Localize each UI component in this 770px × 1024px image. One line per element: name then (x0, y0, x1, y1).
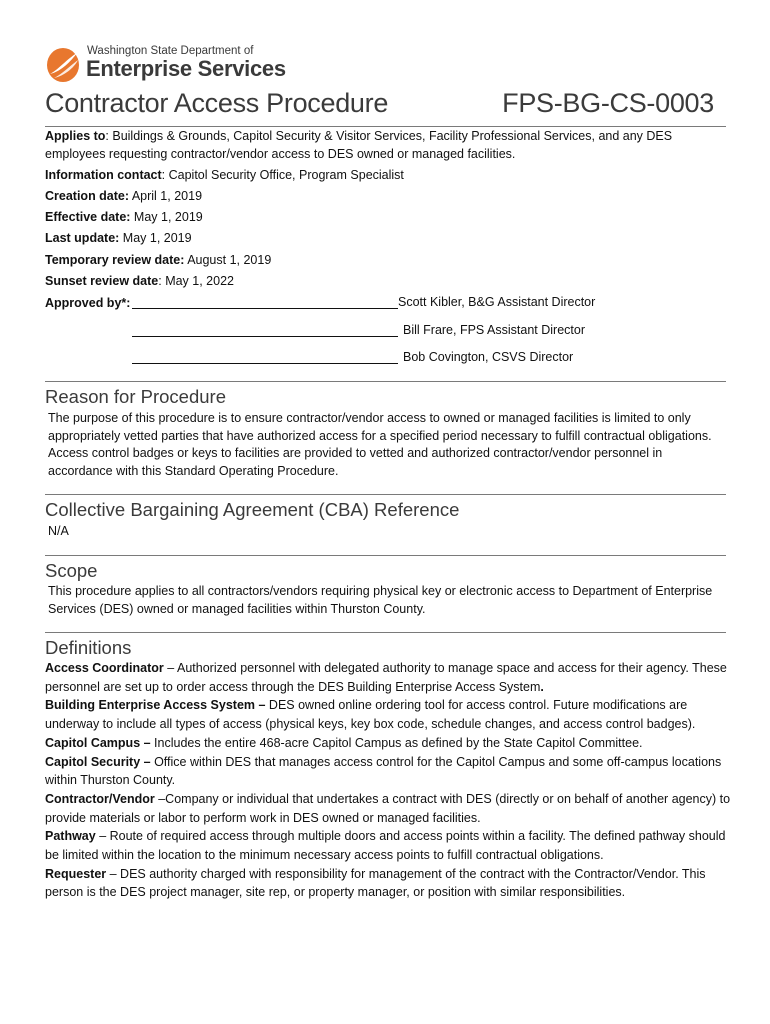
scope-heading: Scope (45, 560, 98, 581)
definition-text: DES owned online ordering tool for access control. Future modifications are underway to include all types of access (physical keys, key box code, schedule changes, and access control badges). (45, 698, 696, 732)
definition-text: –Company or individual that undertakes a contract with DES (directly or on behalf of another agency) to provide materials or labor to perform work in DES owned or managed facilities. (45, 791, 731, 825)
definition-text: Office within DES that manages access control for the Capitol Campus and some off-campus locations within Thurston County. (45, 754, 722, 788)
temporary-review-date (45, 251, 271, 269)
definition-term: Access Coordinator (45, 661, 164, 675)
last-update (45, 229, 192, 247)
signature-line (132, 336, 398, 337)
cba-body: N/A (48, 524, 69, 538)
definition-item (45, 696, 735, 733)
definition-item (45, 734, 735, 753)
definition-text: – Route of required access through multiple doors and access points within a facility. The defined pathway should be limited within the location to the minimum necessary access points to fulfill contractual obligations. (45, 829, 726, 863)
last-update-label: Last update: (45, 231, 120, 245)
creation-date-value: April 1, 2019 (129, 189, 203, 203)
definition-item (45, 659, 735, 696)
temporary-review-date-label: Temporary review date: (45, 253, 185, 267)
reason-body: The purpose of this procedure is to ensure contractor/vendor access to owned or managed facilities is limited to only appropriately vetted parties that have authorized access for a specified period necessary to fulfill contractual obligations. Access control badges or keys to facilities are provided to vetted and authorized contractor/vendor personnel in accordance with this Standard Operating Procedure. (48, 411, 712, 478)
definition-item (45, 827, 735, 864)
document-title: Contractor Access Procedure (45, 88, 389, 118)
information-contact-label: Information contact (45, 168, 162, 182)
section-divider (45, 494, 726, 495)
definition-term: Building Enterprise Access System – (45, 698, 266, 713)
definitions-heading: Definitions (45, 637, 132, 658)
information-contact-value: : Capitol Security Office, Program Specialist (161, 168, 404, 182)
definition-term: Capitol Security – (45, 754, 151, 769)
definition-text: – DES authority charged with responsibility for management of the contract with the Contractor/Vendor. This person is the DES project manager, site rep, or property manager, or position with similar responsibilities. (45, 866, 706, 900)
definition-term: Requester (45, 866, 107, 881)
section-divider (45, 381, 726, 382)
logo-main-text: Enterprise Services (86, 56, 286, 81)
des-logo (44, 44, 286, 84)
effective-date (45, 208, 203, 226)
effective-date-value: May 1, 2019 (130, 210, 203, 224)
effective-date-label: Effective date: (45, 210, 131, 224)
logo-top-text: Washington State Department of (87, 45, 254, 57)
cba-heading: Collective Bargaining Agreement (CBA) Reference (45, 499, 460, 520)
temporary-review-date-value: August 1, 2019 (184, 253, 272, 267)
definition-term: Contractor/Vendor (45, 791, 155, 806)
approved-by-label-text: Approved by*: (45, 296, 131, 310)
definition-term: Pathway (45, 829, 96, 844)
signature-line (132, 308, 398, 309)
document-number: FPS-BG-CS-0003 (502, 88, 714, 118)
des-logo-icon (44, 44, 84, 84)
approver-name: Scott Kibler, B&G Assistant Director (398, 295, 596, 309)
definition-item (45, 790, 735, 827)
reason-heading: Reason for Procedure (45, 386, 226, 407)
section-divider (45, 555, 726, 556)
last-update-value: May 1, 2019 (119, 231, 192, 245)
sunset-review-date (45, 272, 234, 290)
definition-item (45, 753, 735, 790)
definitions-list (45, 659, 735, 902)
section-divider (45, 632, 726, 633)
approver-name: Bob Covington, CSVS Director (403, 350, 574, 364)
approved-by-label (45, 294, 130, 312)
creation-date-label: Creation date: (45, 189, 130, 203)
definition-text: – Authorized personnel with delegated authority to manage space and access for their agency. These personnel are set up to order access through the DES Building Enterprise Access System (45, 661, 727, 694)
definition-term: Capitol Campus – (45, 735, 151, 750)
applies-to-label: Applies to (45, 129, 106, 143)
definition-text: Includes the entire 468-acre Capitol Campus as defined by the State Capitol Committee. (150, 735, 643, 750)
applies-to (45, 127, 695, 163)
approver-name: Bill Frare, FPS Assistant Director (403, 323, 585, 337)
signature-line (132, 363, 398, 364)
information-contact (45, 166, 404, 184)
scope-body: This procedure applies to all contractors/vendors requiring physical key or electronic access to Department of Enterprise Services (DES) owned or managed facilities within Thurston County. (48, 584, 713, 616)
definition-item (45, 865, 735, 902)
sunset-review-date-value: : May 1, 2022 (158, 274, 234, 288)
applies-to-value: : Buildings & Grounds, Capitol Security & Visitor Services, Facility Professional Services, and any DES employees requesting contractor/vendor access to DES owned or managed facilities. (45, 129, 673, 161)
definition-tail: . (540, 679, 544, 694)
sunset-review-date-label: Sunset review date (45, 274, 159, 288)
creation-date (45, 187, 202, 205)
